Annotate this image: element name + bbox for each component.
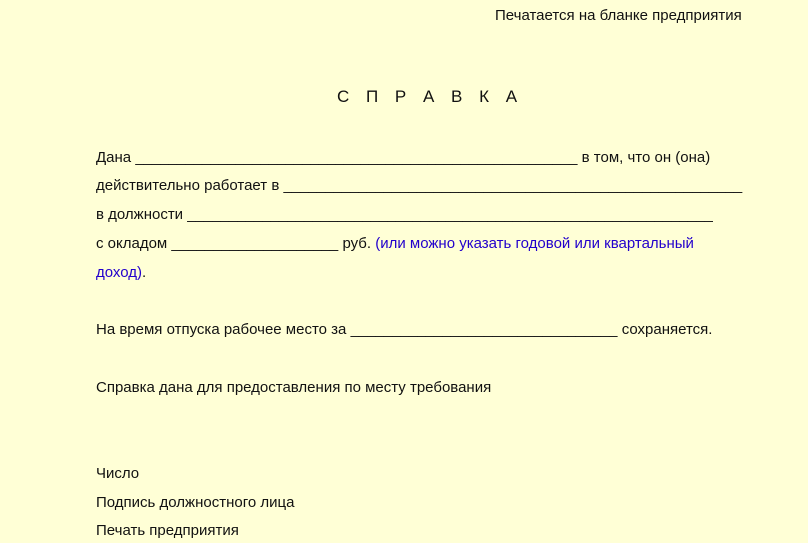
name-suffix-label: в том, что он (она) [581,149,711,166]
document-title: С П Р А В К А [336,87,524,106]
purpose-note: Справка дана для предоставления по месту требования [96,379,492,396]
position-blank: _______________________________________________________________ [187,206,713,223]
vacation-prefix-label: На время отпуска рабочее место за [96,321,347,338]
salary-currency-label: руб. [342,235,372,252]
salary-hint-continued-text: доход) [96,264,143,281]
vacation-blank: ________________________________ [350,321,618,338]
vacation-line [96,321,712,339]
body-line-name [96,149,710,167]
body-line-hint-continued [96,264,146,282]
stamp-label: Печать предприятия [96,522,239,539]
body-line-position [96,206,713,224]
name-blank: _____________________________________________________ [135,149,578,166]
header-note: Печатается на бланке предприятия [495,7,742,24]
salary-hint-text: (или можно указать годовой или квартальный [375,235,694,252]
position-prefix-label: в должности [96,206,184,223]
hint-period: . [142,264,147,281]
body-line-salary [96,235,694,253]
vacation-suffix-label: сохраняется. [621,321,713,338]
date-label: Число [96,465,140,482]
employer-blank: _______________________________________________________ [283,177,743,194]
body-line-employer [96,177,742,195]
name-prefix-label: Дана [96,149,132,166]
salary-prefix-label: с окладом [96,235,168,252]
employer-prefix-label: действительно работает в [96,177,280,194]
signature-label: Подпись должностного лица [96,494,295,511]
salary-blank: ____________________ [171,235,339,252]
